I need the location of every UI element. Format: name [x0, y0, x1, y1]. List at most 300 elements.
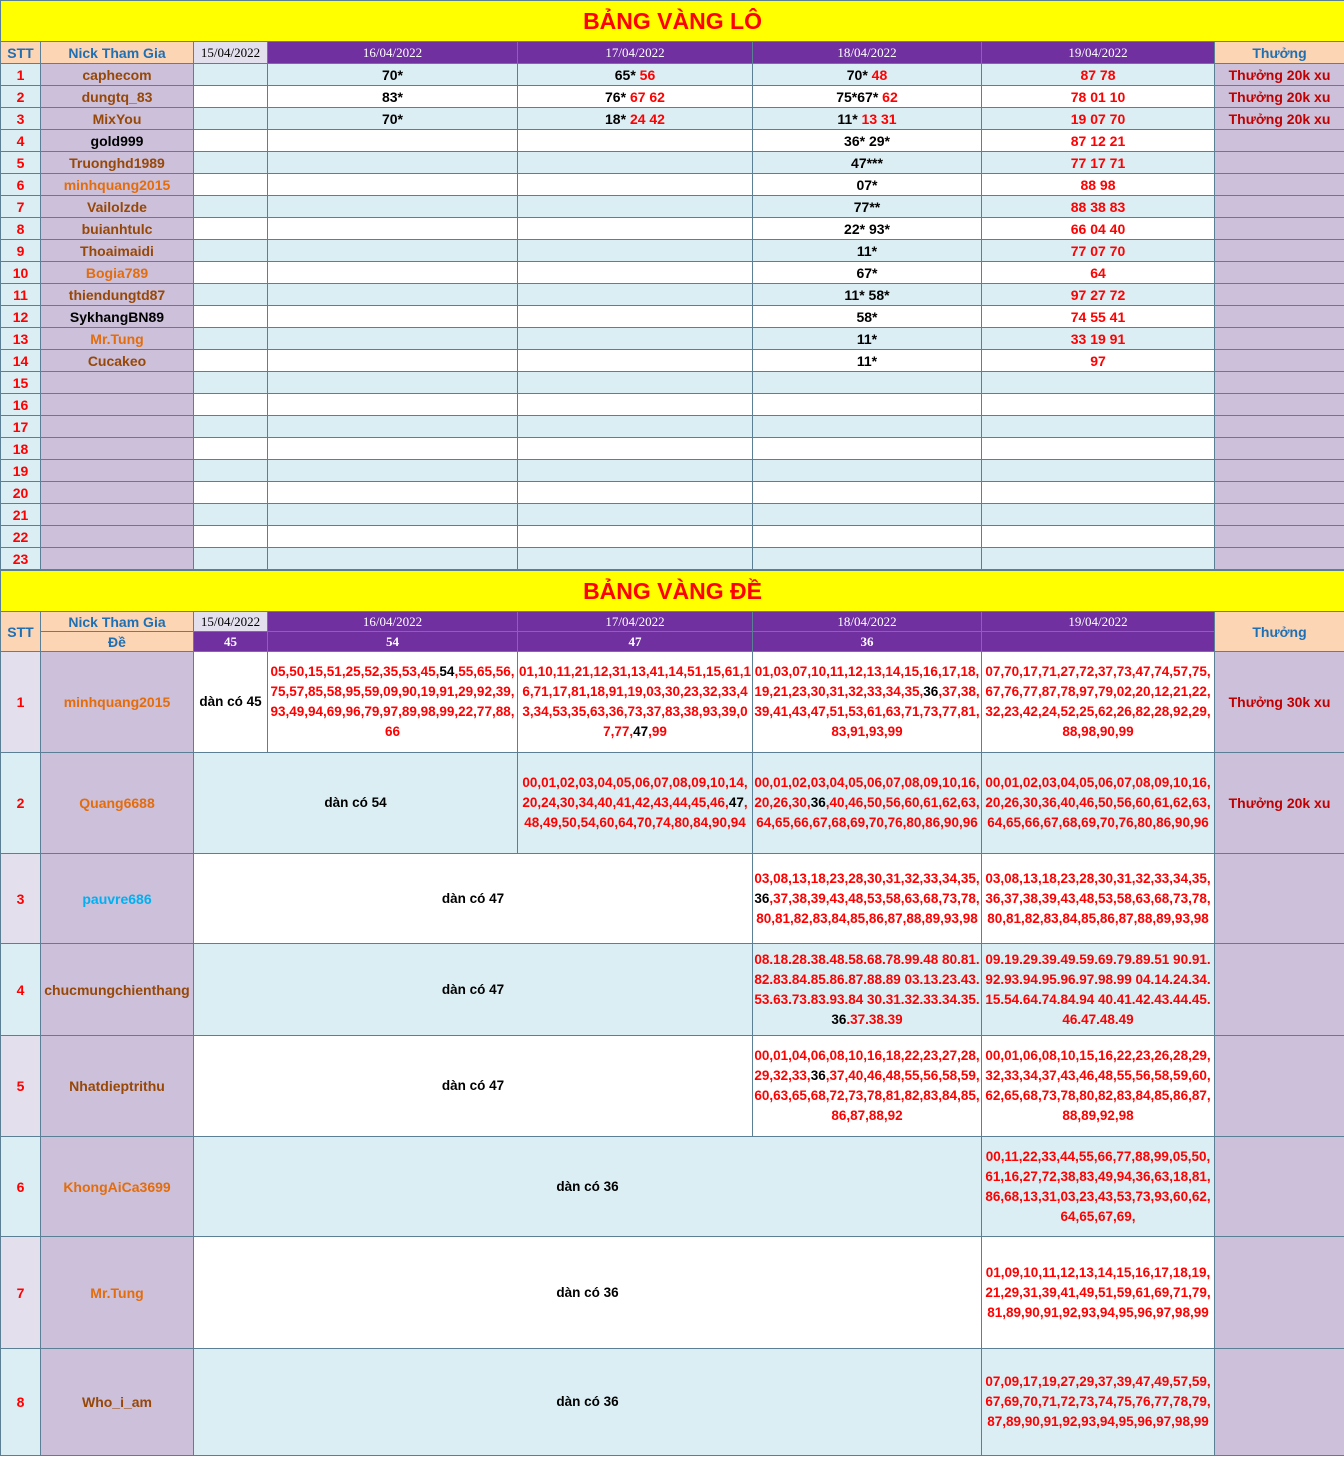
- header-nick: Nick Tham Gia: [41, 612, 194, 632]
- cell-text: 11*: [837, 110, 862, 127]
- cell-text: dàn có 36: [556, 1284, 619, 1300]
- table-row: [1, 372, 1344, 394]
- cell-text: 36: [831, 1011, 847, 1027]
- reward-cell: [1215, 944, 1344, 1036]
- row-number: 18: [1, 438, 41, 460]
- row-number: 6: [1, 174, 41, 196]
- cell-text: 24 42: [629, 110, 665, 127]
- pick-cell: [753, 438, 982, 460]
- table-row: [1, 174, 1344, 196]
- pick-cell: [518, 753, 753, 854]
- table-row: [1, 460, 1344, 482]
- cell-text: 11*: [856, 242, 878, 259]
- cell-text: 09.19.29.39.49.59.69.79.89.51 90.91.92.93.94.95.96.97.98.99 04.14.24.34.15.54.64.74.84.94 40.41.42.43.44.45.46.47.48.49: [985, 951, 1211, 1027]
- pick-cell: [194, 240, 268, 262]
- row-number: 10: [1, 262, 41, 284]
- pick-cell: [194, 262, 268, 284]
- reward-cell: [1215, 196, 1344, 218]
- cell-text: 33 19 91: [1070, 330, 1126, 347]
- cell-text: 00,01,02,03,04,05,06,07,08,09,10,14,20,24,30,34,40,41,42,43,44,45,46,: [522, 775, 748, 810]
- pick-cell: [982, 548, 1215, 570]
- reward-cell: [1215, 284, 1344, 306]
- row-number: 3: [1, 108, 41, 130]
- table-row: [1, 394, 1344, 416]
- row-number: 21: [1, 504, 41, 526]
- pick-cell: [982, 108, 1215, 130]
- pick-cell: [268, 108, 518, 130]
- pick-cell: [518, 64, 753, 86]
- pick-cell: [982, 306, 1215, 328]
- cell-text: 87 12 21: [1070, 132, 1126, 149]
- cell-text: 07*: [856, 176, 878, 193]
- pick-cell: [753, 482, 982, 504]
- reward-cell: Thưởng 20k xu: [1215, 86, 1344, 108]
- pick-cell: [518, 504, 753, 526]
- cell-text: 97: [1090, 352, 1106, 369]
- row-number: 6: [1, 1137, 41, 1237]
- pick-cell: [518, 460, 753, 482]
- pick-cell: [194, 64, 268, 86]
- pick-cell: [268, 548, 518, 570]
- cell-text: 00,11,22,33,44,55,66,77,88,99,05,50,61,16,27,72,38,83,49,94,36,63,18,81,86,68,13,31,03,23,43,53,73,93,60,62,64,65,67,69,: [985, 1148, 1211, 1224]
- reward-cell: [1215, 504, 1344, 526]
- cell-text: 70*: [846, 66, 872, 83]
- pick-cell: [753, 174, 982, 196]
- pick-cell: [194, 130, 268, 152]
- pick-cell: [268, 130, 518, 152]
- pick-cell: [518, 526, 753, 548]
- pick-cell: [194, 306, 268, 328]
- pick-cell: [194, 1036, 753, 1137]
- pick-cell: [194, 1137, 982, 1237]
- nick-cell: [41, 482, 194, 504]
- table-row: [1, 504, 1344, 526]
- pick-cell: [982, 218, 1215, 240]
- header-stt: STT: [1, 42, 41, 64]
- table-row: [1, 548, 1344, 570]
- nick-cell: [41, 416, 194, 438]
- table-row: [1, 350, 1344, 372]
- de-title: BẢNG VÀNG ĐỀ: [1, 571, 1344, 612]
- result-number: 45: [194, 632, 268, 652]
- nick-cell: dungtq_83: [41, 86, 194, 108]
- table-row: [1, 218, 1344, 240]
- reward-cell: Thưởng 20k xu: [1215, 108, 1344, 130]
- cell-text: dàn có 47: [441, 981, 505, 997]
- table-row: [1, 108, 1344, 130]
- cell-text: 11*: [856, 352, 878, 369]
- row-number: 16: [1, 394, 41, 416]
- cell-text: 11* 58*: [844, 286, 890, 303]
- header-date: 18/04/2022: [753, 612, 982, 632]
- cell-text: 77 07 70: [1070, 242, 1126, 259]
- cell-text: 47: [728, 795, 744, 810]
- cell-text: 00,01,02,03,04,05,06,07,08,09,10,16,20,26,30,: [754, 775, 980, 810]
- cell-text: ,37,38,39,43,48,53,58,63,68,73,78,80,81,82,83,84,85,86,87,88,89,93,98: [756, 890, 980, 926]
- cell-text: 36: [810, 795, 826, 810]
- row-number: 1: [1, 652, 41, 753]
- nick-cell: Bogia789: [41, 262, 194, 284]
- cell-text: dàn có 47: [441, 890, 505, 906]
- reward-cell: [1215, 130, 1344, 152]
- pick-cell: [268, 328, 518, 350]
- pick-cell: [753, 218, 982, 240]
- cell-text: 87 78: [1080, 66, 1116, 83]
- cell-text: 01,03,07,10,11,12,13,14,15,16,17,18,19,21,23,30,31,32,33,34,35,: [754, 664, 980, 699]
- pick-cell: [753, 460, 982, 482]
- pick-cell: [753, 350, 982, 372]
- pick-cell: [268, 350, 518, 372]
- nick-cell: Cucakeo: [41, 350, 194, 372]
- pick-cell: [753, 548, 982, 570]
- header-thuong: Thưởng: [1215, 612, 1344, 652]
- pick-cell: [268, 262, 518, 284]
- cell-text: 74 55 41: [1070, 308, 1126, 325]
- reward-cell: [1215, 1349, 1344, 1456]
- pick-cell: [982, 753, 1215, 854]
- cell-text: 36: [810, 1068, 826, 1083]
- cell-text: 64: [1090, 264, 1106, 281]
- pick-cell: [194, 152, 268, 174]
- pick-cell: [194, 174, 268, 196]
- row-number: 23: [1, 548, 41, 570]
- pick-cell: [268, 174, 518, 196]
- cell-text: 67*: [856, 264, 878, 281]
- reward-cell: [1215, 482, 1344, 504]
- row-number: 8: [1, 1349, 41, 1456]
- header-date: 17/04/2022: [518, 612, 753, 632]
- cell-text: 67 62: [629, 88, 665, 105]
- table-row: [1, 482, 1344, 504]
- reward-cell: [1215, 350, 1344, 372]
- pick-cell: [753, 152, 982, 174]
- cell-text: dàn có 36: [556, 1394, 619, 1409]
- pick-cell: [194, 394, 268, 416]
- pick-cell: [982, 1036, 1215, 1137]
- pick-cell: [194, 1349, 982, 1456]
- table-row: [1, 854, 1344, 944]
- row-number: 7: [1, 1237, 41, 1349]
- nick-cell: [41, 526, 194, 548]
- pick-cell: [268, 152, 518, 174]
- cell-text: 18*: [605, 110, 630, 127]
- pick-cell: [518, 416, 753, 438]
- pick-cell: [268, 284, 518, 306]
- pick-cell: [753, 284, 982, 306]
- pick-cell: [268, 504, 518, 526]
- reward-cell: [1215, 328, 1344, 350]
- table-row: [1, 196, 1344, 218]
- nick-cell: Thoaimaidi: [41, 240, 194, 262]
- cell-text: ,99: [648, 724, 667, 739]
- reward-cell: Thưởng 30k xu: [1215, 652, 1344, 753]
- pick-cell: [518, 108, 753, 130]
- cell-text: 05,50,15,51,25,52,35,53,45,: [270, 664, 440, 679]
- pick-cell: [518, 130, 753, 152]
- cell-text: 70*: [381, 66, 404, 83]
- pick-cell: [194, 504, 268, 526]
- pick-cell: [268, 526, 518, 548]
- cell-text: 48: [871, 66, 888, 83]
- reward-cell: Thưởng 20k xu: [1215, 64, 1344, 86]
- cell-text: ,48,49,50,54,60,64,70,74,80,84,90,94: [524, 795, 748, 830]
- pick-cell: [982, 460, 1215, 482]
- header-date: 18/04/2022: [753, 42, 982, 64]
- pick-cell: [982, 1237, 1215, 1349]
- row-number: 11: [1, 284, 41, 306]
- pick-cell: [982, 504, 1215, 526]
- pick-cell: [194, 854, 753, 944]
- cell-text: 08.18.28.38.48.58.68.78.99.48 80.81.82.83.84.85.86.87.88.89 03.13.23.43.53.63.73.83.93.84 30.31.32.33.34.35.: [754, 951, 980, 1007]
- pick-cell: [194, 753, 518, 854]
- row-number: 22: [1, 526, 41, 548]
- row-number: 2: [1, 753, 41, 854]
- result-number: 36: [753, 632, 982, 652]
- nick-cell: buianhtulc: [41, 218, 194, 240]
- pick-cell: [982, 438, 1215, 460]
- pick-cell: [518, 438, 753, 460]
- pick-cell: [518, 394, 753, 416]
- row-number: 19: [1, 460, 41, 482]
- cell-text: 11*: [856, 330, 878, 347]
- cell-text: 36: [754, 890, 770, 906]
- cell-text: 22* 93*: [844, 220, 890, 237]
- reward-cell: [1215, 416, 1344, 438]
- pick-cell: [982, 262, 1215, 284]
- nick-cell: [41, 438, 194, 460]
- header-date: 17/04/2022: [518, 42, 753, 64]
- pick-cell: [982, 854, 1215, 944]
- pick-cell: [753, 64, 982, 86]
- cell-text: 83*: [381, 88, 404, 105]
- reward-cell: [1215, 438, 1344, 460]
- pick-cell: [753, 652, 982, 753]
- pick-cell: [518, 152, 753, 174]
- reward-cell: [1215, 174, 1344, 196]
- pick-cell: [753, 394, 982, 416]
- cell-text: 00,01,06,08,10,15,16,22,23,26,28,29,32,33,34,37,43,46,48,55,56,58,59,60,62,65,68,73,78,80,82,83,84,85,86,87,88,89,92,98: [985, 1048, 1211, 1123]
- nick-cell: Truonghd1989: [41, 152, 194, 174]
- nick-cell: Nhatdieptrithu: [41, 1036, 194, 1137]
- table-row: [1, 130, 1344, 152]
- cell-text: 36* 29*: [844, 132, 890, 149]
- cell-text: 07,09,17,19,27,29,37,39,47,49,57,59,67,69,70,71,72,73,74,75,76,77,78,79,87,89,90,91,92,93,94,95,96,97,98,99: [985, 1374, 1211, 1429]
- pick-cell: [518, 548, 753, 570]
- nick-cell: SykhangBN89: [41, 306, 194, 328]
- pick-cell: [982, 652, 1215, 753]
- pick-cell: [982, 86, 1215, 108]
- table-row: [1, 1349, 1344, 1456]
- pick-cell: [518, 372, 753, 394]
- pick-cell: [194, 196, 268, 218]
- reward-cell: [1215, 1237, 1344, 1349]
- cell-text: 77 17 71: [1070, 154, 1126, 171]
- cell-text: 03,08,13,18,23,28,30,31,32,33,34,35,36,37,38,39,43,48,53,58,63,68,73,78,80,81,82,83,84,85,86,87,88,89,93,98: [985, 870, 1211, 926]
- table-row: [1, 753, 1344, 854]
- cell-text: 00,01,04,06,08,10,16,18,22,23,27,28,29,32,33,: [754, 1048, 980, 1083]
- reward-cell: [1215, 548, 1344, 570]
- row-number: 9: [1, 240, 41, 262]
- table-row: [1, 152, 1344, 174]
- cell-text: 03,08,13,18,23,28,30,31,32,33,34,35,: [754, 870, 980, 886]
- row-number: 17: [1, 416, 41, 438]
- pick-cell: [982, 152, 1215, 174]
- cell-text: 70*: [381, 110, 404, 127]
- cell-text: 19 07 70: [1070, 110, 1126, 127]
- pick-cell: [518, 240, 753, 262]
- pick-cell: [753, 416, 982, 438]
- table-row: [1, 416, 1344, 438]
- reward-cell: [1215, 218, 1344, 240]
- reward-cell: Thưởng 20k xu: [1215, 753, 1344, 854]
- table-row: [1, 438, 1344, 460]
- row-number: 5: [1, 152, 41, 174]
- cell-text: ,40,46,50,56,60,61,62,63,64,65,66,67,68,69,70,76,80,86,90,96: [756, 795, 980, 830]
- cell-text: dàn có 54: [324, 795, 387, 810]
- reward-cell: [1215, 240, 1344, 262]
- reward-cell: [1215, 262, 1344, 284]
- result-number: 47: [518, 632, 753, 652]
- table-row: [1, 1036, 1344, 1137]
- row-number: 3: [1, 854, 41, 944]
- nick-cell: pauvre686: [41, 854, 194, 944]
- pick-cell: [753, 944, 982, 1036]
- pick-cell: [268, 306, 518, 328]
- result-number: [982, 632, 1215, 652]
- pick-cell: [982, 526, 1215, 548]
- row-number: 7: [1, 196, 41, 218]
- pick-cell: [518, 306, 753, 328]
- row-number: 20: [1, 482, 41, 504]
- pick-cell: [194, 284, 268, 306]
- nick-cell: minhquang2015: [41, 652, 194, 753]
- header-stt: STT: [1, 612, 41, 652]
- cell-text: 65*: [614, 66, 640, 83]
- reward-cell: [1215, 460, 1344, 482]
- pick-cell: [753, 86, 982, 108]
- cell-text: 36: [923, 684, 939, 699]
- table-row: [1, 944, 1344, 1036]
- row-number: 13: [1, 328, 41, 350]
- pick-cell: [268, 196, 518, 218]
- pick-cell: [982, 416, 1215, 438]
- reward-cell: [1215, 152, 1344, 174]
- pick-cell: [518, 86, 753, 108]
- cell-text: ,55,65,56,75,57,85,58,95,59,09,90,19,91,29,92,39,93,49,94,69,96,79,97,89,98,99,22,77,88,66: [270, 664, 515, 739]
- pick-cell: [982, 1349, 1215, 1456]
- pick-cell: [268, 240, 518, 262]
- pick-cell: [194, 108, 268, 130]
- lo-table: [0, 0, 1344, 570]
- nick-cell: gold999: [41, 130, 194, 152]
- header-date: 19/04/2022: [982, 612, 1215, 632]
- pick-cell: [753, 306, 982, 328]
- header-date: 15/04/2022: [194, 612, 268, 632]
- row-number: 5: [1, 1036, 41, 1137]
- nick-cell: chucmungchienthang: [41, 944, 194, 1036]
- pick-cell: [194, 482, 268, 504]
- pick-cell: [753, 504, 982, 526]
- header-nick: Nick Tham Gia: [41, 42, 194, 64]
- table-row: [1, 64, 1344, 86]
- table-row: [1, 1137, 1344, 1237]
- reward-cell: [1215, 526, 1344, 548]
- header-thuong: Thưởng: [1215, 42, 1344, 64]
- cell-text: 97 27 72: [1070, 286, 1126, 303]
- table-row: [1, 86, 1344, 108]
- reward-cell: [1215, 1036, 1344, 1137]
- pick-cell: [194, 526, 268, 548]
- pick-cell: [982, 64, 1215, 86]
- pick-cell: [268, 372, 518, 394]
- pick-cell: [982, 240, 1215, 262]
- cell-text: 75*67*: [836, 88, 883, 105]
- pick-cell: [194, 218, 268, 240]
- row-number: 2: [1, 86, 41, 108]
- pick-cell: [518, 284, 753, 306]
- pick-cell: [753, 240, 982, 262]
- table-row: [1, 1237, 1344, 1349]
- nick-cell: [41, 504, 194, 526]
- cell-text: 56: [639, 66, 656, 83]
- cell-text: 00,01,02,03,04,05,06,07,08,09,10,16,20,26,30,36,40,46,50,56,60,61,62,63,64,65,66,67,68,69,70,76,80,86,90,96: [985, 775, 1211, 830]
- cell-text: ,37,40,46,48,55,56,58,59,60,63,65,68,72,73,78,81,82,83,84,85,86,87,88,92: [754, 1068, 980, 1123]
- reward-cell: [1215, 306, 1344, 328]
- pick-cell: [268, 416, 518, 438]
- pick-cell: [982, 482, 1215, 504]
- pick-cell: [753, 854, 982, 944]
- pick-cell: [194, 944, 753, 1036]
- cell-text: 78 01 10: [1070, 88, 1126, 105]
- pick-cell: [753, 1036, 982, 1137]
- pick-cell: [194, 548, 268, 570]
- nick-cell: [41, 372, 194, 394]
- pick-cell: [982, 350, 1215, 372]
- pick-cell: [753, 526, 982, 548]
- nick-cell: [41, 460, 194, 482]
- pick-cell: [518, 350, 753, 372]
- reward-cell: [1215, 1137, 1344, 1237]
- lo-title: BẢNG VÀNG LÔ: [1, 1, 1344, 42]
- row-number: 15: [1, 372, 41, 394]
- cell-text: .37.38.39: [846, 1011, 903, 1027]
- pick-cell: [753, 130, 982, 152]
- pick-cell: [268, 64, 518, 86]
- pick-cell: [518, 482, 753, 504]
- pick-cell: [194, 350, 268, 372]
- header-date: 15/04/2022: [194, 42, 268, 64]
- row-number: 12: [1, 306, 41, 328]
- cell-text: 01,10,11,21,12,31,13,41,14,51,15,61,16,71,17,81,18,91,19,03,30,23,32,33,43,34,53,35,63,36,73,37,83,38,93,39,07,77,: [519, 664, 751, 739]
- reward-cell: [1215, 372, 1344, 394]
- table-row: [1, 328, 1344, 350]
- pick-cell: [518, 652, 753, 753]
- pick-cell: [982, 130, 1215, 152]
- result-number: 54: [268, 632, 518, 652]
- nick-cell: Vailolzde: [41, 196, 194, 218]
- pick-cell: [194, 86, 268, 108]
- cell-text: 07,70,17,71,27,72,37,73,47,74,57,75,67,76,77,87,78,97,79,02,20,12,21,22,32,23,42,24,52,25,62,26,82,28,92,29,88,98,90,99: [985, 664, 1211, 739]
- pick-cell: [982, 196, 1215, 218]
- cell-text: dàn có 45: [199, 694, 262, 709]
- row-number: 1: [1, 64, 41, 86]
- pick-cell: [194, 438, 268, 460]
- table-row: [1, 240, 1344, 262]
- pick-cell: [982, 328, 1215, 350]
- cell-text: 66 04 40: [1070, 220, 1126, 237]
- cell-text: 77**: [853, 198, 881, 215]
- header-de: Đề: [41, 632, 194, 652]
